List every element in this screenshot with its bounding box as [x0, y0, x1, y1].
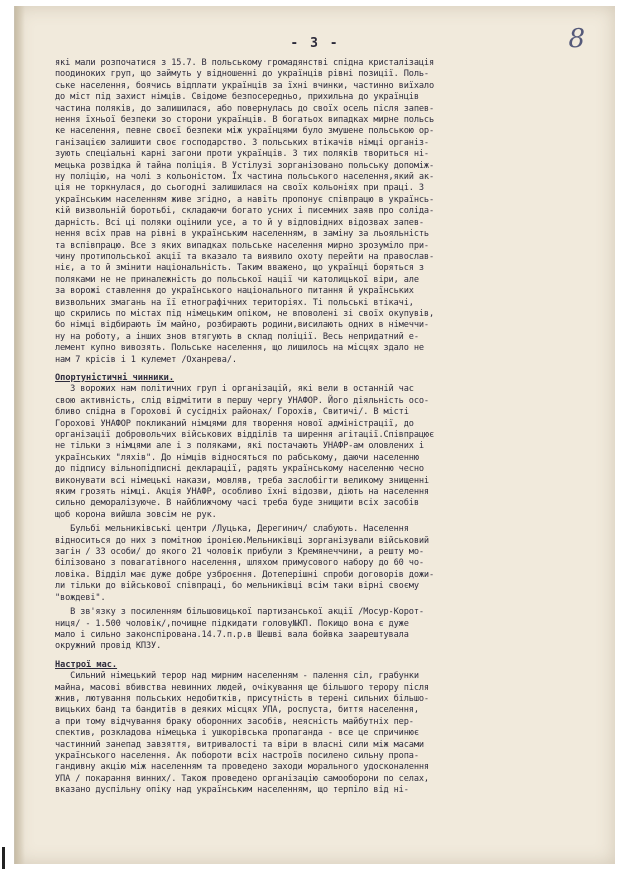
- text-line: ниця/ - 1.500 чоловік/,почищне підкидати голову№КП. Покищо вона є дуже: [55, 618, 409, 629]
- text-line: В зв'язку з посиленням більшовицької партизанської акції /Мосур-Корот-: [55, 607, 424, 618]
- text-line: до міст під захист німців. Свідоме безпосередньо, прихильна до українців: [55, 92, 419, 103]
- text-line: вицьких банд та бандитів в деяких місцях УПА, роспуста, биття населення,: [55, 705, 419, 716]
- text-line: ське населення, боячись відплати українців за їхні вчинки, частинно виїхало: [55, 80, 435, 91]
- document-page: [14, 6, 615, 864]
- text-line: які мали розпочатися з 15.7. В польському громадянстві спідна кристалізація: [55, 58, 435, 68]
- text-line: ли тільки до військової співпраці, бо мельниківці всім таки вірні своєму: [55, 581, 419, 592]
- text-line: до підпису вільнопідписні декларації, радять українському населенню чесно: [55, 464, 424, 475]
- handwritten-page-number: 8: [568, 24, 585, 54]
- text-line: спектив, розкладова німецька і ушкорівська пропаганда - все це спричинює: [55, 728, 419, 739]
- text-section: [55, 58, 615, 366]
- text-line: чину протипольської акції та вказало та виявило охоту перейти на православ-: [55, 251, 435, 262]
- text-line: "вождеві".: [55, 592, 106, 603]
- text-line: відноситься до них з помітною іронією.Мельниківці зорганізували військовий: [55, 535, 429, 546]
- text-line: українського населення. Ак побороти всіх настроїв посилено сильну пропа-: [55, 750, 419, 761]
- text-line: ція не торкнулася, до сьогодні залишилася на своїх кольоніях при праці. З: [55, 183, 424, 194]
- text-line: кій визвольній боротьбі, складаючи богато усних і писемних заяв про соліда-: [55, 206, 435, 217]
- text-line: Горохові УНАФОР покликаний німцями для творення нової адміністрації, до: [55, 418, 414, 429]
- text-section: [55, 369, 615, 521]
- text-line: нення їхньої безпеки зо сторони українців. В богатьох випадках мирне польсь: [55, 115, 435, 126]
- text-line: виконувати всі німецькі накази, мовляв, треба заслобігти великому знищенні: [55, 475, 429, 486]
- text-line: ну на роботу, а інших знов втягують в склад поліції. Весь непридатний е-: [55, 331, 419, 342]
- text-line: яким грозять німці. Акція УНАФР, особливо їхні відозви, діють на населення: [55, 487, 429, 498]
- text-line: українських "ляхів". До німців відносяться по рабському, даючи населенню: [55, 452, 419, 463]
- text-line: ніє, а то й змінити національність. Таким вважено, що українці боряться з: [55, 263, 424, 274]
- text-line: ке населення, певне своєї безпеки між українцями було змушене польською ор-: [55, 126, 435, 137]
- text-line: гандивну акцію між населенням та проведено заходи морального удосконалення: [55, 762, 429, 773]
- text-section: [55, 607, 615, 653]
- text-line: а при тому відчування браку оборонних засобів, неясність майбутніх пер-: [55, 716, 414, 727]
- text-line: жнив, лютування польських недобитків, присутність в терені сильних більшо-: [55, 693, 429, 704]
- text-line: що скрились по містах під німецьким опіком, не вповолені зі своїх окупувів,: [55, 308, 435, 319]
- text-line: З ворожих нам політичних груп і організацій, які вели в останній час: [55, 384, 414, 395]
- text-line: загін / 33 особи/ до якого 21 чоловік прибули з Кремянеччини, а решту мо-: [55, 547, 424, 558]
- margin-mark: [2, 847, 5, 869]
- text-line: вказано дуспільну опіку над українським населенням, що терпіло від ні-: [55, 785, 409, 796]
- text-line: мецька розвідка й тайна поліція. В Устілузі зорганізовано польську допоміж-: [55, 160, 435, 171]
- document-body: [55, 58, 615, 800]
- text-line: визвольних змагань на її етнографічних територіях. Ті польські втікачі,: [55, 297, 414, 308]
- page-edge-stain: [15, 6, 25, 864]
- text-section: [55, 524, 615, 604]
- text-line: ну поліцію, на чолі з кольоністом. Їх частина польського населення,який ак-: [55, 172, 435, 183]
- text-line: зують спеціальні карні загони проти українців. З тих поляків твориться ні-: [55, 149, 429, 160]
- text-line: частинний занепад завзяття, витривалості та віри в власні сили між масами: [55, 739, 424, 750]
- text-line: нення всіх прав на рівні в українським населенням, в заміну за льояльність: [55, 229, 429, 240]
- text-line: не тільки з німцями але і з поляками, які постачають УНАФР-ам оловлених і: [55, 441, 424, 452]
- text-line: за ворожі ставлення до українського національного питання й українських: [55, 286, 414, 297]
- text-line: нам 7 крісів і 1 кулемет /Оханрева/.: [55, 354, 237, 365]
- text-line: українським населенням живе згідно, а навіть пропонує співпрацю в українсь-: [55, 194, 435, 205]
- text-line: бо німці відбирають їм майно, розбирають родини,висилають одних в німеччи-: [55, 320, 429, 331]
- section-heading: Настрої мас.: [55, 659, 118, 670]
- text-line: білізовано з повагатівного населення, шляхом примусового набору до 60 чо-: [55, 558, 424, 569]
- text-line: свою активність, слід відмітити в першу чергу УНАФОР. Його діяльність осо-: [55, 395, 429, 406]
- text-line: мало і сильно законспірована.14.7.п.р.в Шешві вала бойвка заарештувала: [55, 629, 409, 640]
- text-section: [55, 656, 615, 797]
- section-heading: Опортуністичні чинники.: [55, 372, 174, 383]
- text-line: майна, масові вбивства невинних людей, очікування ще більшого терору після: [55, 682, 429, 693]
- text-line: поляками не не приналежність до польської нації чи католицької віри, але: [55, 274, 419, 285]
- text-line: дарність. Всі ці поляки оцінили усе, а то й у відповідних відозвах запев-: [55, 217, 424, 228]
- text-line: ловіка. Відділ має дуже добре узброєння. Дотеперішні спроби договорів дожи-: [55, 569, 435, 580]
- text-line: частина поляків, до залишилася, або повернулась до своїх осель після запев-: [55, 103, 435, 114]
- text-line: Бульбі мельниківські центри /Луцька, Дерегинич/ слабують. Населення: [55, 524, 409, 535]
- text-line: ганізацією залишити своє господарство. З польських втікачів німці організ-: [55, 137, 429, 148]
- page-number: - 3 -: [290, 36, 340, 51]
- text-line: окружний провід КПЗУ.: [55, 641, 162, 652]
- text-line: поодиноких груп, що займуть у відношенні до українців рівні позиції. Поль-: [55, 69, 429, 80]
- text-line: щоб корона вийшла зовсім не рук.: [55, 509, 217, 520]
- text-line: Сильний німецький терор над мирним населенням - палення сіл, грабунки: [55, 671, 419, 682]
- text-line: сильно деморалізуюче. В найближчому часі треба буде знищити всіх засобів: [55, 498, 419, 509]
- text-line: бливо спідна в Горохові й сусідніх районах/ Горохів, Свитичі/. В місті: [55, 407, 409, 418]
- text-line: та вспівпрацю. Все з яких випадках польське населення мирно зрозуміло при-: [55, 240, 429, 251]
- text-line: УПА / покарання винних/. Також проведено організацію самооборони по селах,: [55, 773, 429, 784]
- text-line: лемент купно вивозять. Польське населення, що лишилось на місцях здало не: [55, 343, 424, 354]
- text-line: організації добровольчих військових відділів та ширення агітації.Співпрацює: [55, 430, 435, 440]
